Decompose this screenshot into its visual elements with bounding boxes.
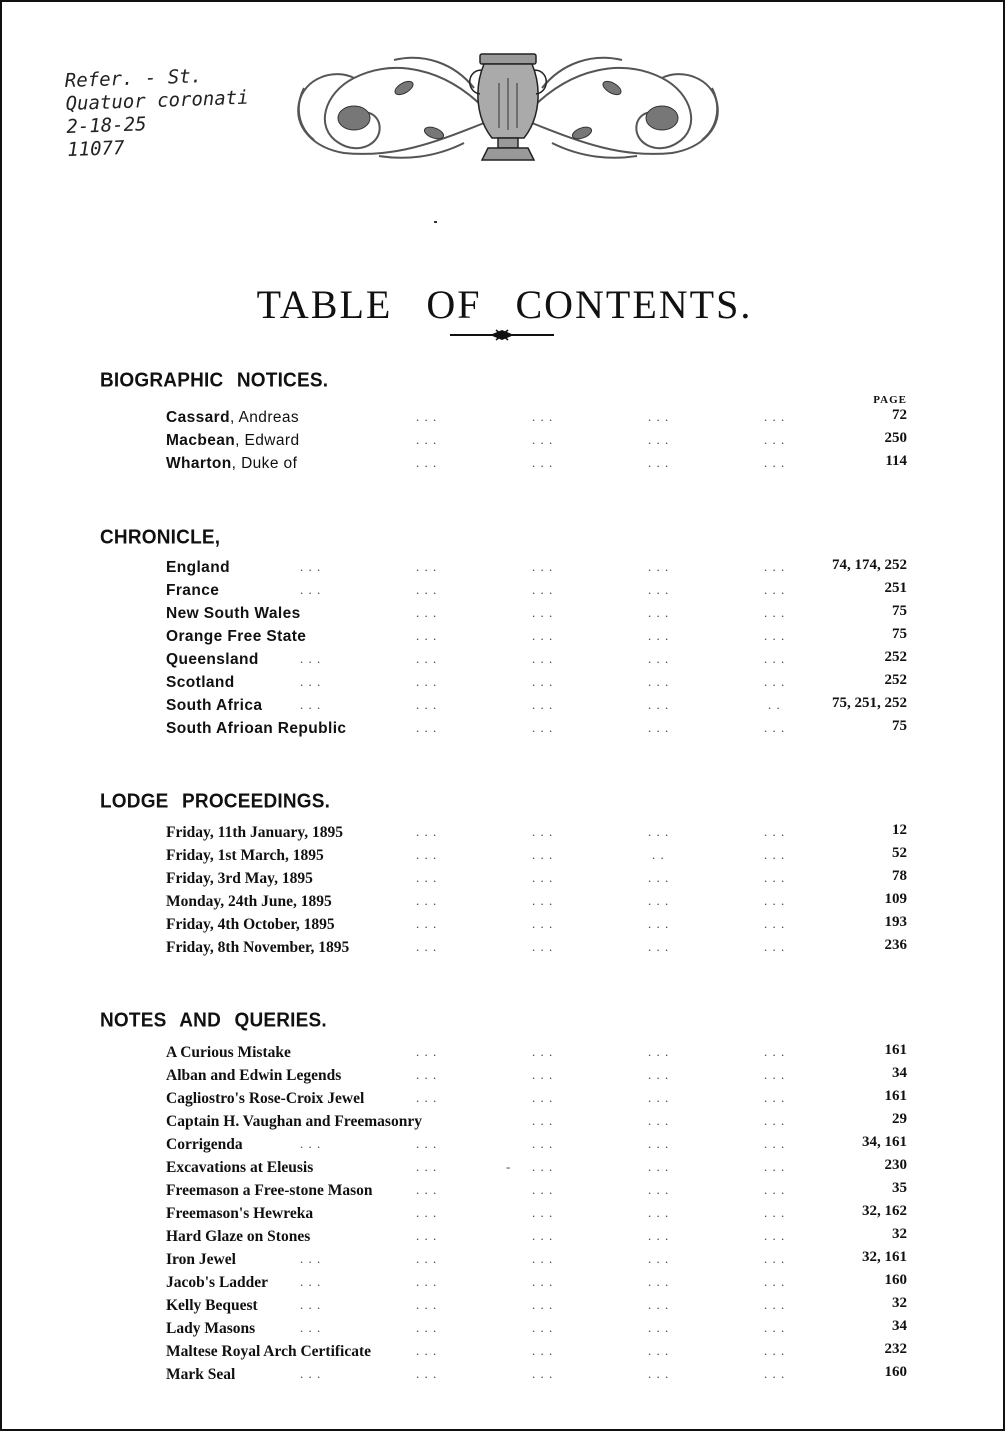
leader-dots: . . . xyxy=(648,582,670,597)
leader-dots: . . . xyxy=(648,1251,670,1266)
entry-name: Orange Free State xyxy=(166,628,307,645)
toc-entry xyxy=(2,847,1005,870)
leader-dots: . . . xyxy=(416,1136,438,1151)
leader-dots: . . . xyxy=(648,1090,670,1105)
toc-entry xyxy=(2,1274,1005,1297)
leader-dots: . . . xyxy=(300,582,322,597)
leader-dots: . . . xyxy=(532,1251,554,1266)
leader-dots: . . . xyxy=(532,697,554,712)
entry-name: Alban and Edwin Legends xyxy=(166,1067,342,1084)
entry-page: 32 xyxy=(892,1226,907,1242)
toc-entry xyxy=(2,1228,1005,1251)
entry-name-rest: , Andreas xyxy=(229,409,300,426)
leader-dots: . . . xyxy=(532,582,554,597)
leader-dots: . . . xyxy=(416,605,438,620)
leader-dots: . . . xyxy=(764,1182,786,1197)
leader-dots: . . . xyxy=(648,916,670,931)
leader-dots: . . . xyxy=(648,432,670,447)
entry-page: 252 xyxy=(884,672,907,688)
entry-page: 34 xyxy=(892,1318,907,1334)
urn-scroll-ornament-icon xyxy=(284,48,732,166)
toc-entry xyxy=(2,1044,1005,1067)
leader-dots: . . . xyxy=(300,1297,322,1312)
toc-entry xyxy=(2,1366,1005,1389)
entry-name-rest: , Duke of xyxy=(231,455,298,472)
leader-dots: . . . xyxy=(648,1205,670,1220)
leader-dots: . . . xyxy=(532,939,554,954)
leader-dots: . . . xyxy=(648,1228,670,1243)
entry-page: 32, 161 xyxy=(862,1249,907,1265)
toc-entry xyxy=(2,1113,1005,1136)
toc-entry xyxy=(2,432,1005,455)
leader-dots: . . . xyxy=(764,1044,786,1059)
leader-dots: . . . xyxy=(416,870,438,885)
entry-name: Excavations at Eleusis xyxy=(166,1159,314,1176)
leader-dots: . . . xyxy=(648,1297,670,1312)
leader-dots: . . . xyxy=(532,409,554,424)
entry-page: 251 xyxy=(884,580,907,596)
leader-dots: . . . xyxy=(532,720,554,735)
entry-page: 161 xyxy=(884,1042,907,1058)
leader-dots: . . . xyxy=(300,1251,322,1266)
entry-name: Friday, 11th January, 1895 xyxy=(166,824,343,841)
leader-dots: . . . xyxy=(416,893,438,908)
entry-name: Cagliostro's Rose-Croix Jewel xyxy=(166,1090,365,1107)
leader-dots: . . . xyxy=(764,1228,786,1243)
handwritten-line: 11077 xyxy=(66,137,125,161)
leader-dots: . . . xyxy=(764,1113,786,1128)
leader-dots: . . . xyxy=(648,1067,670,1082)
page-column-label: PAGE xyxy=(873,394,907,406)
entry-page: 252 xyxy=(884,649,907,665)
toc-entry xyxy=(2,1297,1005,1320)
entry-page: 52 xyxy=(892,845,907,861)
entry-name: Friday, 1st March, 1895 xyxy=(166,847,324,864)
entry-page: 78 xyxy=(892,868,907,884)
leader-dots: . . . xyxy=(532,847,554,862)
leader-dots: . . . xyxy=(648,651,670,666)
leader-dots: . . . xyxy=(532,1090,554,1105)
leader-dots: . . . xyxy=(300,674,322,689)
entry-name: Jacob's Ladder xyxy=(166,1274,269,1291)
entry-name: Freemason's Hewreka xyxy=(166,1205,314,1222)
toc-entry xyxy=(2,605,1005,628)
leader-dots: . . . xyxy=(532,455,554,470)
toc-entry xyxy=(2,697,1005,720)
entry-page: 29 xyxy=(892,1111,907,1127)
toc-entry xyxy=(2,720,1005,743)
toc-entry xyxy=(2,1182,1005,1205)
entry-page: 72 xyxy=(892,407,907,423)
leader-dots: . . . xyxy=(300,559,322,574)
leader-dots: . . xyxy=(652,847,665,862)
leader-dots: . . . xyxy=(532,1320,554,1335)
entry-name: Monday, 24th June, 1895 xyxy=(166,893,332,910)
leader-dots: . . . xyxy=(764,1320,786,1335)
leader-dots: . . . xyxy=(648,674,670,689)
toc-entry xyxy=(2,824,1005,847)
leader-dots: . . . xyxy=(764,824,786,839)
toc-entry xyxy=(2,893,1005,916)
leader-dots: . . . xyxy=(532,1136,554,1151)
entry-name: Freemason a Free-stone Mason xyxy=(166,1182,373,1199)
toc-entry xyxy=(2,1320,1005,1343)
leader-dots: . . . xyxy=(764,628,786,643)
leader-dots: . . . xyxy=(532,824,554,839)
entry-name: Queensland xyxy=(166,651,259,668)
leader-dots: . . . xyxy=(764,1090,786,1105)
entry-name: France xyxy=(166,582,220,599)
leader-dots: . . . xyxy=(648,1343,670,1358)
leader-dots: . . xyxy=(768,697,781,712)
leader-dots: . . . xyxy=(764,1136,786,1151)
entry-name: Lady Masons xyxy=(166,1320,256,1337)
leader-dots: . . . xyxy=(532,605,554,620)
entry-page: 250 xyxy=(884,430,907,446)
section-heading: NOTES AND QUERIES. xyxy=(100,1009,327,1032)
leader-dots: . . . xyxy=(416,1297,438,1312)
toc-entry xyxy=(2,559,1005,582)
leader-dots: . . . xyxy=(532,893,554,908)
entry-name: Maltese Royal Arch Certificate xyxy=(166,1343,372,1360)
leader-dots: . . . xyxy=(300,697,322,712)
leader-dots: . . . xyxy=(764,455,786,470)
leader-dots: . . . xyxy=(416,1090,438,1105)
leader-dots: . . . xyxy=(416,916,438,931)
leader-dots: . . . xyxy=(764,1297,786,1312)
leader-dots: . . . xyxy=(532,1205,554,1220)
leader-dots: . . . xyxy=(764,1366,786,1381)
leader-dots: . . . xyxy=(648,455,670,470)
leader-dots: . . . xyxy=(648,1159,670,1174)
decorative-rule-icon xyxy=(450,328,554,342)
leader-dots: . . . xyxy=(764,651,786,666)
leader-dots: . . . xyxy=(416,1366,438,1381)
leader-dots: . . . xyxy=(532,1159,554,1174)
toc-entry xyxy=(2,1067,1005,1090)
leader-dots: . . . xyxy=(416,1159,438,1174)
entry-name: South Africa xyxy=(166,697,263,714)
entry-name: New South Wales xyxy=(166,605,301,622)
leader-dots: . . . xyxy=(416,697,438,712)
entry-page: 75 xyxy=(892,626,907,642)
leader-dots: . . . xyxy=(764,1205,786,1220)
entry-name-bold: Macbean xyxy=(166,432,236,449)
section-heading: LODGE PROCEEDINGS. xyxy=(100,790,331,813)
leader-dots: . . . xyxy=(648,870,670,885)
leader-dots: . . . xyxy=(416,847,438,862)
leader-dots: . . . xyxy=(764,582,786,597)
leader-dots: . . . xyxy=(648,939,670,954)
leader-dots: . . . xyxy=(300,1274,322,1289)
entry-name: Friday, 8th November, 1895 xyxy=(166,939,350,956)
entry-page: 75 xyxy=(892,603,907,619)
entry-name: A Curious Mistake xyxy=(166,1044,291,1061)
entry-page: 75, 251, 252 xyxy=(832,695,907,711)
toc-entry xyxy=(2,1159,1005,1182)
leader-dots: . . . xyxy=(764,847,786,862)
entry-page: 35 xyxy=(892,1180,907,1196)
leader-dots: . . . xyxy=(532,1366,554,1381)
entry-name-bold: Cassard xyxy=(166,409,230,426)
leader-dots: . . . xyxy=(764,1251,786,1266)
toc-entry xyxy=(2,651,1005,674)
leader-dots: . . . xyxy=(300,1366,322,1381)
leader-dots: . . . xyxy=(532,1113,554,1128)
entry-page: 230 xyxy=(884,1157,907,1173)
toc-entry xyxy=(2,1251,1005,1274)
leader-dots: . . . xyxy=(532,651,554,666)
toc-entry xyxy=(2,1343,1005,1366)
leader-dots: . . . xyxy=(764,559,786,574)
leader-dots: . . . xyxy=(300,1136,322,1151)
leader-dots: . . . xyxy=(648,720,670,735)
entry-name: Hard Glaze on Stones xyxy=(166,1228,311,1245)
leader-dots: . . . xyxy=(416,409,438,424)
leader-dots: . . . xyxy=(648,628,670,643)
leader-dots: . . . xyxy=(532,628,554,643)
leader-dots: . . . xyxy=(764,870,786,885)
leader-dots: . . . xyxy=(416,939,438,954)
leader-dots: . . . xyxy=(532,1182,554,1197)
leader-dots: . . . xyxy=(764,1343,786,1358)
entry-name: Friday, 4th October, 1895 xyxy=(166,916,335,933)
stray-dot xyxy=(434,221,437,223)
entry-page: 232 xyxy=(884,1341,907,1357)
entry-name: Scotland xyxy=(166,674,235,691)
entry-name: England xyxy=(166,559,230,576)
leader-dots: . . . xyxy=(764,939,786,954)
entry-name: Iron Jewel xyxy=(166,1251,236,1268)
entry-page: 160 xyxy=(884,1364,907,1380)
handwritten-line: 2-18-25 xyxy=(66,113,147,139)
entry-name-bold: Wharton xyxy=(166,455,232,472)
handwritten-line: Quatuor coronati xyxy=(65,86,249,116)
leader-dots: . . . xyxy=(532,1297,554,1312)
entry-name: Friday, 3rd May, 1895 xyxy=(166,870,313,887)
toc-entry xyxy=(2,409,1005,432)
entry-name: South Afrioan Republic xyxy=(166,720,347,737)
leader-dots: . . . xyxy=(532,674,554,689)
entry-name xyxy=(166,409,299,427)
leader-dots: . . . xyxy=(416,1320,438,1335)
leader-dots: . . . xyxy=(648,1320,670,1335)
toc-entry xyxy=(2,870,1005,893)
leader-dots: . . . xyxy=(764,1159,786,1174)
leader-dots: . . . xyxy=(764,1067,786,1082)
leader-dots: . . . xyxy=(300,1320,322,1335)
leader-dots: . . . xyxy=(764,432,786,447)
leader-dots: . . . xyxy=(416,582,438,597)
leader-dots: . . . xyxy=(648,1136,670,1151)
entry-name-rest: , Edward xyxy=(235,432,300,449)
leader-dots: . . . xyxy=(648,824,670,839)
leader-dots: . . . xyxy=(416,1251,438,1266)
entry-page: 74, 174, 252 xyxy=(832,557,907,573)
section-heading: BIOGRAPHIC NOTICES. xyxy=(100,369,329,392)
leader-dots: . . . xyxy=(764,409,786,424)
leader-dots: . . . xyxy=(416,1343,438,1358)
leader-dots: . . . xyxy=(532,1044,554,1059)
leader-dots: . . . xyxy=(416,1182,438,1197)
leader-dots: . . . xyxy=(648,893,670,908)
leader-dots: . . . xyxy=(764,674,786,689)
toc-entry xyxy=(2,455,1005,478)
leader-dots: . . . xyxy=(648,559,670,574)
entry-page: 32, 162 xyxy=(862,1203,907,1219)
leader-dots: . . . xyxy=(764,1274,786,1289)
entry-page: 160 xyxy=(884,1272,907,1288)
entry-name xyxy=(166,432,300,450)
leader-dots: - xyxy=(506,1159,512,1174)
leader-dots: . . . xyxy=(416,1044,438,1059)
leader-dots: . . . xyxy=(764,916,786,931)
entry-page: 236 xyxy=(884,937,907,953)
entry-page: 12 xyxy=(892,822,907,838)
toc-entry xyxy=(2,1090,1005,1113)
leader-dots: . . . xyxy=(416,720,438,735)
handwritten-line: Refer. - St. xyxy=(64,65,203,93)
toc-entry xyxy=(2,1136,1005,1159)
leader-dots: . . . xyxy=(648,1113,670,1128)
leader-dots: . . . xyxy=(416,1228,438,1243)
leader-dots: . . . xyxy=(764,605,786,620)
entry-name: Mark Seal xyxy=(166,1366,236,1383)
leader-dots: . . . xyxy=(416,651,438,666)
leader-dots: . . . xyxy=(416,432,438,447)
leader-dots: . . . xyxy=(416,824,438,839)
leader-dots: . . . xyxy=(532,1343,554,1358)
leader-dots: . . . xyxy=(532,1067,554,1082)
toc-entry xyxy=(2,916,1005,939)
leader-dots: . . . xyxy=(648,1366,670,1381)
leader-dots: . . . xyxy=(532,1274,554,1289)
toc-entry xyxy=(2,674,1005,697)
entry-name xyxy=(166,455,297,473)
entry-page: 193 xyxy=(884,914,907,930)
leader-dots: . . . xyxy=(648,1274,670,1289)
leader-dots: . . . xyxy=(416,559,438,574)
section-heading: CHRONICLE, xyxy=(100,526,221,549)
handwritten-note xyxy=(64,62,297,162)
entry-page: 109 xyxy=(884,891,907,907)
entry-name: Captain H. Vaughan and Freemasonry xyxy=(166,1113,422,1130)
entry-page: 32 xyxy=(892,1295,907,1311)
leader-dots: . . . xyxy=(416,674,438,689)
leader-dots: . . . xyxy=(648,697,670,712)
toc-entry xyxy=(2,939,1005,962)
leader-dots: . . . xyxy=(532,870,554,885)
leader-dots: . . . xyxy=(532,916,554,931)
leader-dots: . . . xyxy=(532,432,554,447)
leader-dots: . . . xyxy=(416,1274,438,1289)
entry-page: 34 xyxy=(892,1065,907,1081)
leader-dots: . . . xyxy=(416,455,438,470)
toc-entry xyxy=(2,628,1005,651)
leader-dots: . . . xyxy=(764,720,786,735)
entry-page: 161 xyxy=(884,1088,907,1104)
leader-dots: . . . xyxy=(648,605,670,620)
leader-dots: . . . xyxy=(764,893,786,908)
entry-page: 75 xyxy=(892,718,907,734)
entry-name: Kelly Bequest xyxy=(166,1297,258,1314)
leader-dots: . . . xyxy=(416,628,438,643)
leader-dots: . . . xyxy=(648,1044,670,1059)
entry-page: 34, 161 xyxy=(862,1134,907,1150)
entry-page: 114 xyxy=(885,453,907,469)
leader-dots: . . . xyxy=(532,1228,554,1243)
leader-dots: . . . xyxy=(416,1067,438,1082)
leader-dots: . . . xyxy=(416,1205,438,1220)
page-title: TABLE OF CONTENTS. xyxy=(256,281,753,327)
toc-entry xyxy=(2,582,1005,605)
toc-entry xyxy=(2,1205,1005,1228)
leader-dots: . . . xyxy=(648,409,670,424)
leader-dots: . . . xyxy=(300,651,322,666)
leader-dots: . . . xyxy=(648,1182,670,1197)
entry-name: Corrigenda xyxy=(166,1136,243,1153)
leader-dots: . . . xyxy=(532,559,554,574)
